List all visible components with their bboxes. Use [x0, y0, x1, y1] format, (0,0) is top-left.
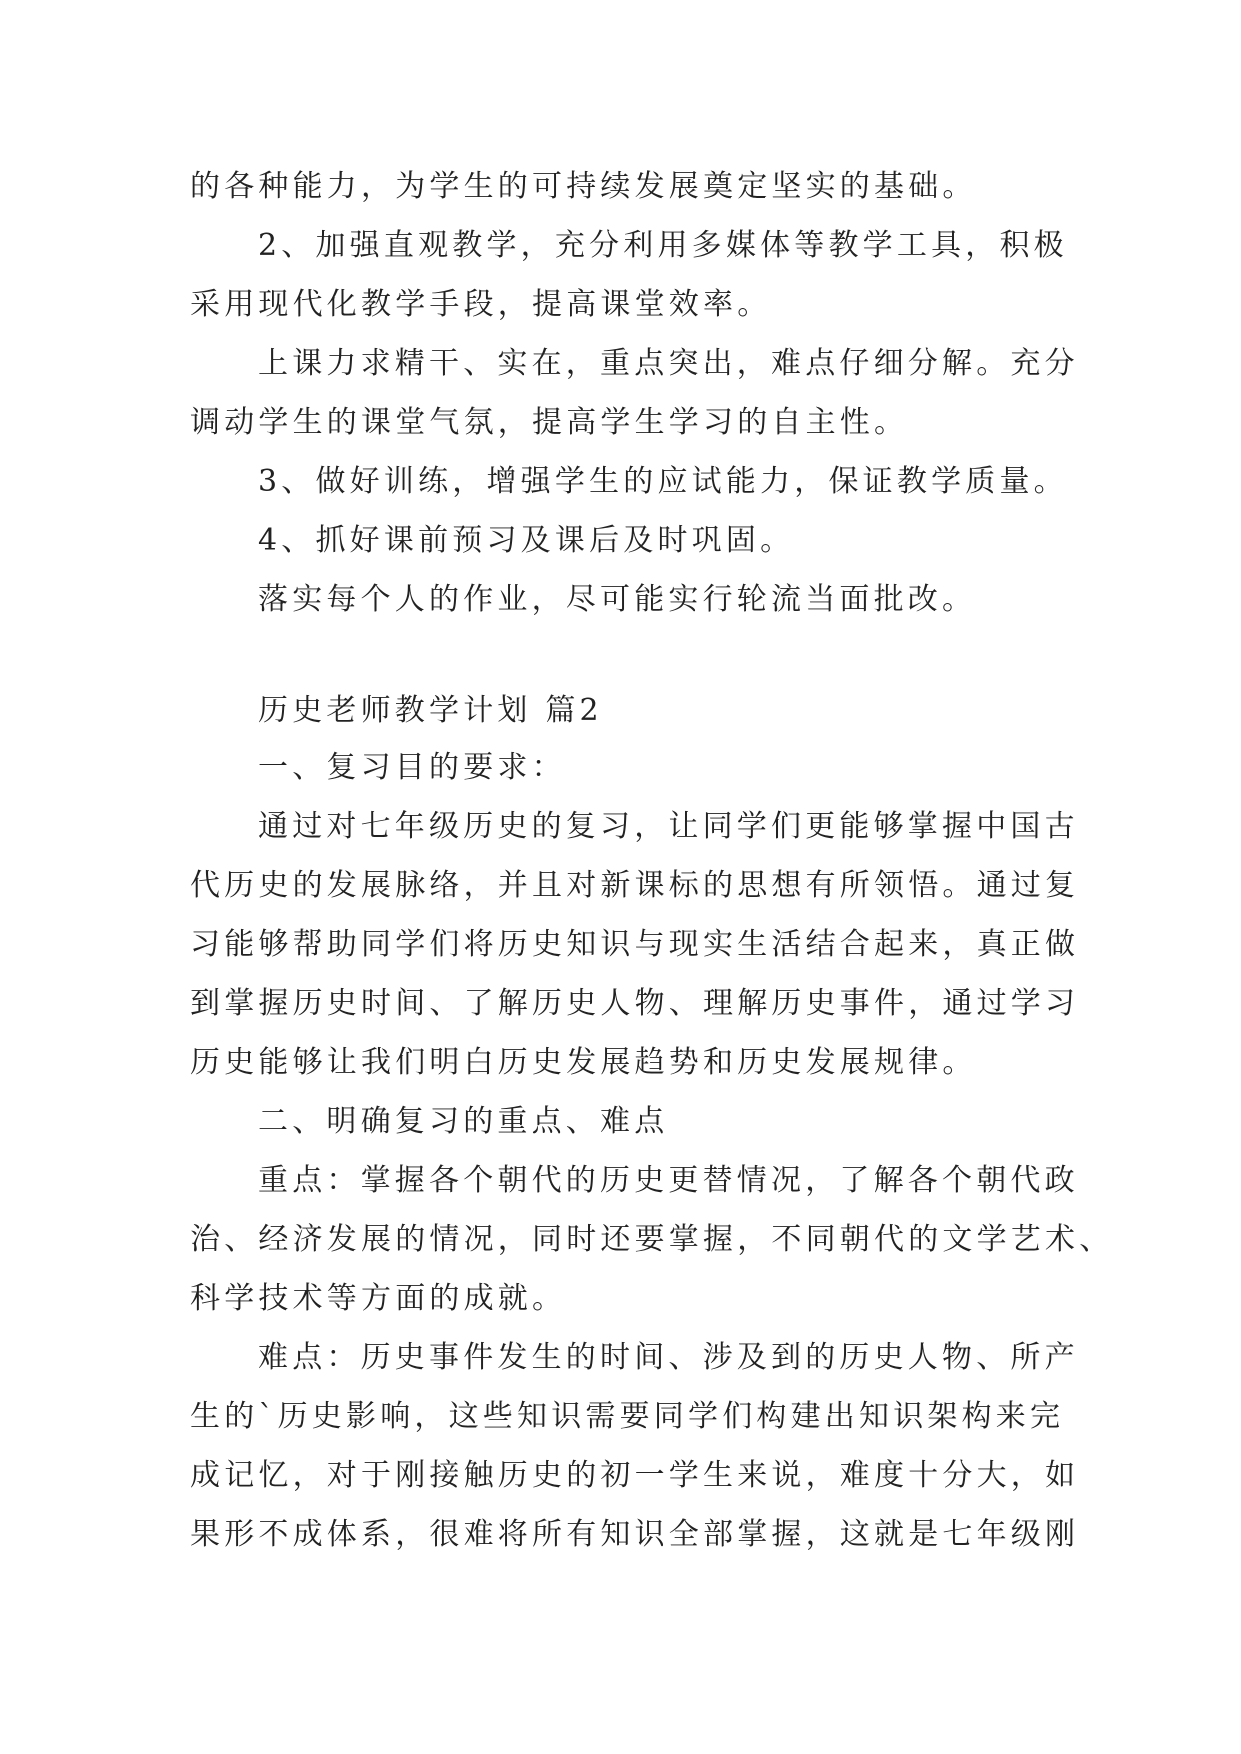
- paragraph-line: 3、做好训练，增强学生的应试能力，保证教学质量。: [258, 464, 1068, 499]
- paragraph-line: 上课力求精干、实在，重点突出，难点仔细分解。充分: [258, 346, 1079, 381]
- paragraph-line: 生的`历史影响，这些知识需要同学们构建出知识架构来完: [190, 1399, 1065, 1434]
- paragraph-line: 科学技术等方面的成就。: [190, 1281, 567, 1316]
- paragraph-line: 2、加强直观教学，充分利用多媒体等教学工具，积极: [258, 228, 1068, 263]
- paragraph-line: 习能够帮助同学们将历史知识与现实生活结合起来，真正做: [190, 927, 1080, 962]
- section-2-text: [190, 738, 1114, 1564]
- paragraph-line: 采用现代化教学手段，提高课堂效率。: [190, 287, 772, 322]
- paragraph-line: 成记忆，对于刚接触历史的初一学生来说，难度十分大，如: [190, 1458, 1080, 1493]
- paragraph-line: 4、抓好课前预习及课后及时巩固。: [258, 523, 795, 558]
- paragraph-line: 难点：历史事件发生的时间、涉及到的历史人物、所产: [258, 1340, 1079, 1375]
- section-1-text: [190, 157, 1079, 629]
- paragraph-line: 落实每个人的作业，尽可能实行轮流当面批改。: [258, 582, 977, 617]
- paragraph-line: 历史能够让我们明白历史发展趋势和历史发展规律。: [190, 1045, 977, 1080]
- paragraph-line: 治、经济发展的情况，同时还要掌握，不同朝代的文学艺术、: [190, 1222, 1114, 1257]
- paragraph-line: 通过对七年级历史的复习，让同学们更能够掌握中国古: [258, 809, 1079, 844]
- section-title: 历史老师教学计划 篇2: [258, 693, 603, 728]
- paragraph-line: 的各种能力，为学生的可持续发展奠定坚实的基础。: [190, 169, 977, 204]
- paragraph-line: 代历史的发展脉络，并且对新课标的思想有所领悟。通过复: [190, 868, 1080, 903]
- section-2-heading: [190, 681, 1050, 740]
- subheading: 一、复习目的要求：: [258, 750, 566, 785]
- subheading: 二、明确复习的重点、难点: [258, 1104, 669, 1139]
- paragraph-line: 到掌握历史时间、了解历史人物、理解历史事件，通过学习: [190, 986, 1080, 1021]
- paragraph-line: 调动学生的课堂气氛，提高学生学习的自主性。: [190, 405, 909, 440]
- paragraph-line: 果形不成体系，很难将所有知识全部掌握，这就是七年级刚: [190, 1517, 1080, 1552]
- paragraph-line: 重点：掌握各个朝代的历史更替情况，了解各个朝代政: [258, 1163, 1079, 1198]
